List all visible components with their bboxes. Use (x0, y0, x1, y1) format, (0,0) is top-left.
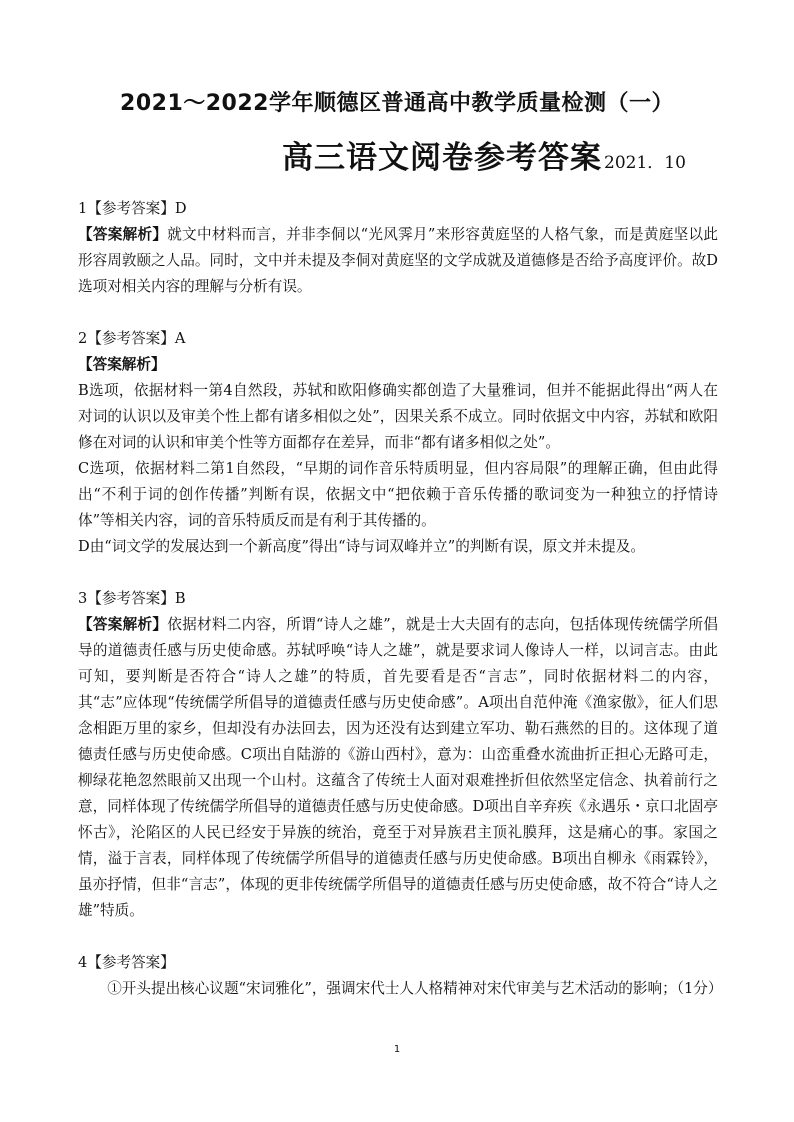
q3-analysis-label: 【答案解析】 (78, 616, 168, 633)
q1-answer-head: 1【参考答案】D (78, 200, 187, 217)
document-subtitle: 高三语文阅卷参考答案 (282, 140, 602, 176)
q3-analysis (78, 612, 718, 924)
q4-answer-head: 4【参考答案】 (78, 954, 175, 971)
document-date: 2021．10 (604, 153, 686, 173)
document-title: 2021～2022学年顺德区普通高中教学质量检测（一） (120, 91, 674, 116)
page-number: 1 (393, 1044, 401, 1055)
q2-answer-head: 2【参考答案】A (78, 330, 186, 347)
q4-point-1: ①开头提出核心议题“宋词雅化”，强调宋代士人人格精神对宋代审美与艺术活动的影响；（1分） (107, 980, 723, 997)
question-3 (78, 586, 718, 924)
q1-analysis (78, 222, 718, 300)
q2-analysis-label: 【答案解析】 (78, 356, 166, 373)
q3-answer-head: 3【参考答案】B (78, 590, 186, 607)
answer-content (78, 196, 723, 1028)
q1-analysis-label: 【答案解析】 (78, 226, 168, 243)
q3-analysis-text: 依据材料二内容，所谓“诗人之雄”，就是士大夫固有的志向，包括体现传统儒学所倡导的道德责任感与历史使命感。苏轼呼唤“诗人之雄”，就是要求词人像诗人一样，以词言志。由此可知，要判断是否符合“诗人之雄”的特质，首先要看是否“言志”，同时依据材料二的内容，其“志”应体现“传统儒学所倡导的道德责任感与历史使命感”。A项出自范仲淹《渔家傲》，征人们思念相距万里的家乡，但却没有办法回去，因为还没有达到建立军功、勒石燕然的目的。这体现了道德责任感与历史使命感。C项出自陆游的《游山西村》，意为：山峦重叠水流曲折正担心无路可走，柳绿花艳忽然眼前又出现一个山村。这蕴含了传统士人面对艰难挫折但依然坚定信念、执着前行之意，同样体现了传统儒学所倡导的道德责任感与历史使命感。D项出自辛弃疾《永遇乐・京口北固亭怀古》，沦陷区的人民已经安于异族的统治，竟至于对异族君主顶礼膜拜，这是痛心的事。家国之情，溢于言表，同样体现了传统儒学所倡导的道德责任感与历史使命感。B项出自柳永《雨霖铃》，虽亦抒情，但非“言志”，体现的更非传统儒学所倡导的道德责任感与历史使命感，故不符合“诗人之雄”特质。 (78, 616, 718, 919)
question-2 (78, 326, 718, 560)
document-subtitle-block (282, 132, 686, 177)
q2-option-c: C选项，依据材料二第1自然段，“早期的词作音乐特质明显，但内容局限”的理解正确，但由此得出“不利于词的创作传播”判断有误，依据文中“把依赖于音乐传播的歌词变为一种独立的抒情诗体”等相关内容，词的音乐特质反而是有利于其传播的。 (78, 460, 718, 529)
question-4 (78, 950, 723, 1002)
question-1 (78, 196, 718, 300)
q2-option-b: B选项，依据材料一第4自然段，苏轼和欧阳修确实都创造了大量雅词，但并不能据此得出“两人在对词的认识以及审美个性上都有诸多相似之处”，因果关系不成立。同时依据文中内容，苏轼和欧阳修在对词的认识和审美个性等方面都存在差异，而非“都有诸多相似之处”。 (78, 382, 718, 451)
q2-option-d: D由“词文学的发展达到一个新高度”得出“诗与词双峰并立”的判断有误，原文并未提及。 (78, 538, 645, 555)
q1-analysis-text: 就文中材料而言，并非李侗以“光风霁月”来形容黄庭坚的人格气象，而是黄庭坚以此形容周敦颐之人品。同时，文中并未提及李侗对黄庭坚的文学成就及道德修是否给予高度评价。故D选项对相关内容的理解与分析有误。 (78, 226, 718, 295)
